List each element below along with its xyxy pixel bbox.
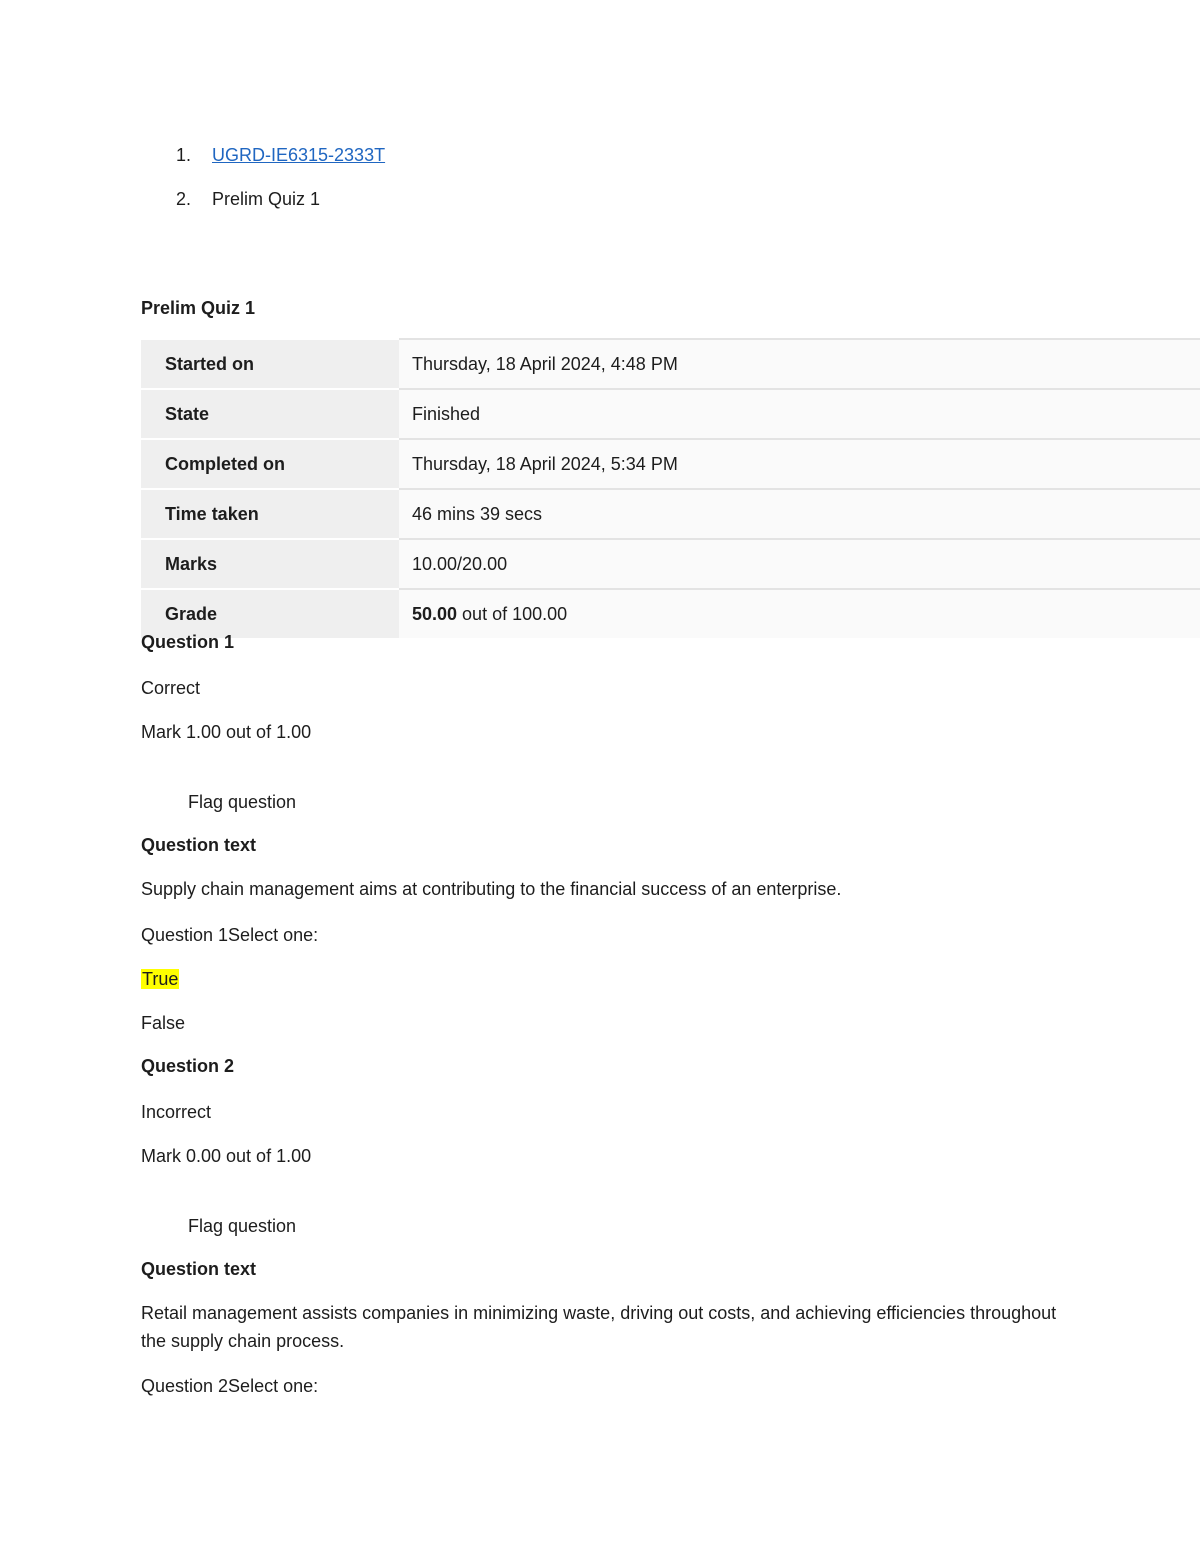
summary-value: 10.00/20.00: [399, 539, 1200, 589]
summary-label: Marks: [141, 539, 399, 589]
grade-out-of: out of 100.00: [457, 604, 568, 624]
answer-option-false[interactable]: False: [141, 1013, 186, 1033]
select-prompt: Question 1Select one:: [141, 925, 319, 945]
summary-row: [141, 389, 1200, 439]
answer-option-true[interactable]: [141, 968, 179, 990]
question-title: Question 1: [141, 632, 235, 652]
breadcrumb-item-course: [176, 144, 385, 166]
attempt-summary-table: [141, 338, 1200, 638]
flag-question-link[interactable]: Flag question: [188, 1216, 297, 1236]
highlighted-answer: True: [142, 969, 179, 989]
summary-label: Started on: [141, 339, 399, 389]
breadcrumb-number: 1.: [176, 145, 192, 165]
summary-value: 46 mins 39 secs: [399, 489, 1200, 539]
question-mark: Mark 1.00 out of 1.00: [141, 722, 312, 742]
page-title: Prelim Quiz 1: [141, 298, 256, 318]
question-status: Incorrect: [141, 1102, 212, 1122]
question-text-heading: Question text: [141, 1259, 257, 1279]
question-text-heading: Question text: [141, 835, 257, 855]
summary-row: [141, 339, 1200, 389]
summary-label: Completed on: [141, 439, 399, 489]
summary-row: [141, 589, 1200, 638]
summary-value: Thursday, 18 April 2024, 4:48 PM: [399, 339, 1200, 389]
question-title: Question 2: [141, 1056, 235, 1076]
breadcrumb: [176, 144, 385, 232]
question-status: Correct: [141, 678, 201, 698]
summary-row: [141, 539, 1200, 589]
summary-label: Time taken: [141, 489, 399, 539]
summary-label: State: [141, 389, 399, 439]
question-mark: Mark 0.00 out of 1.00: [141, 1146, 312, 1166]
breadcrumb-current: Prelim Quiz 1: [212, 189, 321, 209]
question-text: Supply chain management aims at contributing to the financial success of an enterprise.: [141, 879, 842, 899]
summary-row: [141, 489, 1200, 539]
grade-value: 50.00: [412, 604, 458, 624]
summary-label: Grade: [141, 589, 399, 638]
summary-value: [399, 589, 1200, 638]
summary-value: Finished: [399, 389, 1200, 439]
question-text: Retail management assists companies in minimizing waste, driving out costs, and achieving efficiencies throughout the supply chain process.: [141, 1303, 1057, 1351]
breadcrumb-item-quiz: [176, 188, 385, 210]
flag-question-link[interactable]: Flag question: [188, 792, 297, 812]
breadcrumb-number: 2.: [176, 189, 192, 209]
select-prompt: Question 2Select one:: [141, 1376, 319, 1396]
summary-value: Thursday, 18 April 2024, 5:34 PM: [399, 439, 1200, 489]
summary-row: [141, 439, 1200, 489]
breadcrumb-course-link[interactable]: UGRD-IE6315-2333T: [212, 145, 386, 165]
